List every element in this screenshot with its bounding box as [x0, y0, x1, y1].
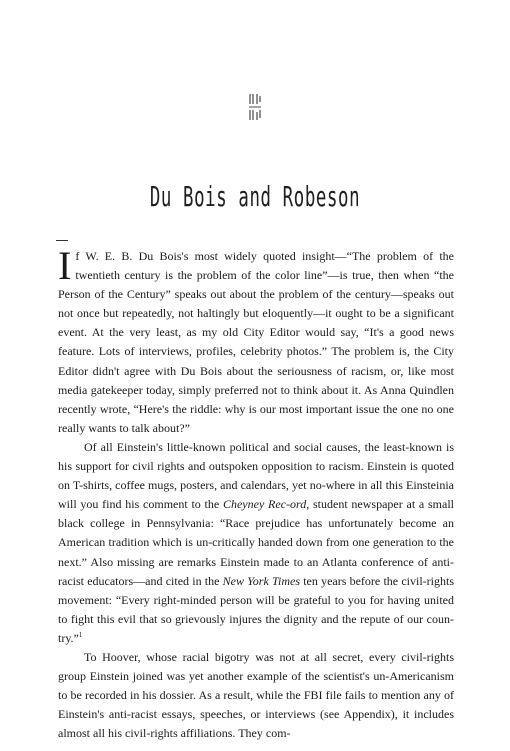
chapter-title: Du Bois and Robeson	[149, 180, 361, 213]
chapter-number-ornament-icon	[238, 92, 272, 122]
paragraph-2	[58, 438, 454, 648]
paragraph-1-text: f W. E. B. Du Bois's most widely quoted insight—“The problem of the twentieth century is the problem of the color line”—is true, then when “the Person of the Century” speaks out about the problem of the century—speaks out not once but repeatedly, not haltingly but eloquently—it ought to be a significant event. At the very least, as my old City Editor would say, “It's a good news feature. Lots of interviews, profiles, celebrity photos.” The problem is, the City Editor didn't agree with Du Bois about the seriousness of racism, or, like most media gatekeeper today, simply preferred not to think about it. As Anna Quindlen recently wrote, “Here's the riddle: why is our most important issue the one no one really wants to talk about?”	[58, 249, 454, 435]
paragraph-2-italic-cheyney: Cheyney Rec-ord	[222, 497, 307, 512]
paragraph-3	[58, 648, 454, 743]
paragraph-2-text-b: , student newspaper at a small black college in Pennsylvania: “Race prejudice has unfortunately become an American tradition which is un-critically handed down from one generation to the next.” Also missing are remarks Einstein made to an Atlanta conference of anti-racist educators—and cited in the	[58, 497, 455, 588]
footnote-marker: 1	[78, 630, 83, 639]
dropcap-rule	[56, 240, 68, 241]
body-text	[58, 243, 455, 743]
paragraph-2-italic-nyt: New York Times	[222, 573, 300, 588]
drop-cap: I	[58, 243, 72, 288]
paragraph-1	[58, 243, 454, 438]
paragraph-2-text-c: ten years before the civil-rights movement: “Every right-minded person will be grateful to you for having united to fight this evil that so grievously injures the dignity and the repute of our coun-try.”	[58, 573, 454, 645]
paragraph-3-text: To Hoover, whose racial bigotry was not at all secret, every civil-rights group Einstein joined was yet another example of the scientist's un-Americanism to be recorded in his dossier. As a result, while the FBI file fails to mention any of Einstein's anti-racist essays, speeches, or interviews (see Appendix), it includes almost all his civil-rights affiliations. They com-	[58, 649, 454, 741]
paragraph-2-text-a: Of all Einstein's little-known political and social causes, the least-known is his support for civil rights and outspoken opposition to racism. Einstein is quoted on T-shirts, coffee mugs, posters, and calendars, yet no-where in all this Einsteinia will you find his comment to the	[58, 439, 454, 512]
